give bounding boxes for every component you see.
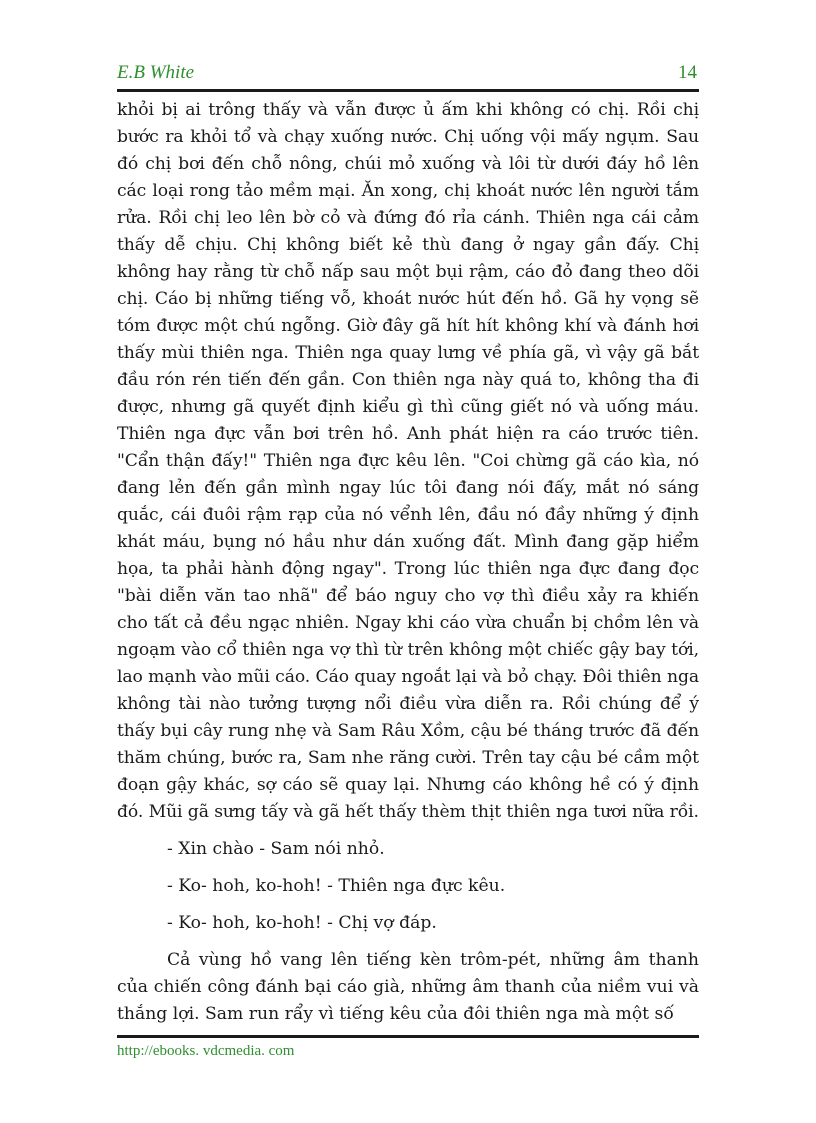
body-paragraph: Cả vùng hồ vang lên tiếng kèn trôm-pét, những âm thanh của chiến công đánh bại cáo già, những âm thanh của niềm vui và thắng lợi. Sam run rẩy vì tiếng kêu của đôi thiên nga mà một số [117, 950, 699, 1024]
dialogue-line: - Ko- hoh, ko-hoh! - Chị vợ đáp. [167, 913, 437, 933]
dialogue-line: - Xin chào - Sam nói nhỏ. [167, 839, 385, 859]
page-header [117, 62, 699, 88]
body-paragraph: khỏi bị ai trông thấy và vẫn được ủ ấm khi không có chị. Rồi chị bước ra khỏi tổ và chạy xuống nước. Chị uống vội mấy ngụm. Sau đó chị bơi đến chỗ nông, chúi mỏ xuống và lôi từ dưới đáy hồ lên các loại rong tảo mềm mại. Ăn xong, chị khoát nước lên người tắm rửa. Rồi chị leo lên bờ cỏ và đứng đó rỉa cánh. Thiên nga cái cảm thấy dễ chịu. Chị không biết kẻ thù đang ở ngay gần đấy. Chị không hay rằng từ chỗ nấp sau một bụi rậm, cáo đỏ đang theo dõi chị. Cáo bị những tiếng vỗ, khoát nước hút đến hồ. Gã hy vọng sẽ tóm được một chú ngỗng. Giờ đây gã hít hít không khí và đánh hơi thấy mùi thiên nga. Thiên nga quay lưng về phía gã, vì vậy gã bắt đầu rón rén tiến đến gần. Con thiên nga này quá to, không tha đi được, nhưng gã quyết định kiểu gì thì cũng giết nó và uống máu. Thiên nga đực vẫn bơi trên hồ. Anh phát hiện ra cáo trước tiên. "Cẩn thận đấy!" Thiên nga đực kêu lên. "Coi chừng gã cáo kìa, nó đang lẻn đến gần mình ngay lúc tôi đang nói đấy, mắt nó sáng quắc, cái đuôi rậm rạp của nó vểnh lên, đầu nó đầy những ý định khát máu, bụng nó hầu như dán xuống đất. Mình đang gặp hiểm họa, ta phải hành động ngay". Trong lúc thiên nga đực đang đọc "bài diễn văn tao nhã" để báo nguy cho vợ thì điều xảy ra khiến cho tất cả đều ngạc nhiên. Ngay khi cáo vừa chuẩn bị chồm lên và ngoạm vào cổ thiên nga vợ thì từ trên không một chiếc gậy bay tới, lao mạnh vào mũi cáo. Cáo quay ngoắt lại và bỏ chạy. Đôi thiên nga không tài nào tưởng tượng nổi điều vừa diễn ra. Rồi chúng để ý thấy bụi cây rung nhẹ và Sam Râu Xồm, cậu bé tháng trước đã đến thăm chúng, bước ra, Sam nhe răng cười. Trên tay cậu bé cầm một đoạn gậy khác, sợ cáo sẽ quay lại. Nhưng cáo không hề có ý định đó. Mũi gã sưng tấy và gã hết thấy thèm thịt thiên nga tươi nữa rồi. [117, 100, 699, 822]
footer-website-link[interactable]: http://ebooks. vdcmedia. com [117, 1043, 295, 1059]
dialogue-line: - Ko- hoh, ko-hoh! - Thiên nga đực kêu. [167, 876, 506, 896]
book-author-title: E.B White [117, 62, 195, 83]
page-number: 14 [678, 62, 697, 83]
page-body [117, 97, 699, 1028]
footer-divider [117, 1035, 699, 1038]
header-divider [117, 89, 699, 92]
